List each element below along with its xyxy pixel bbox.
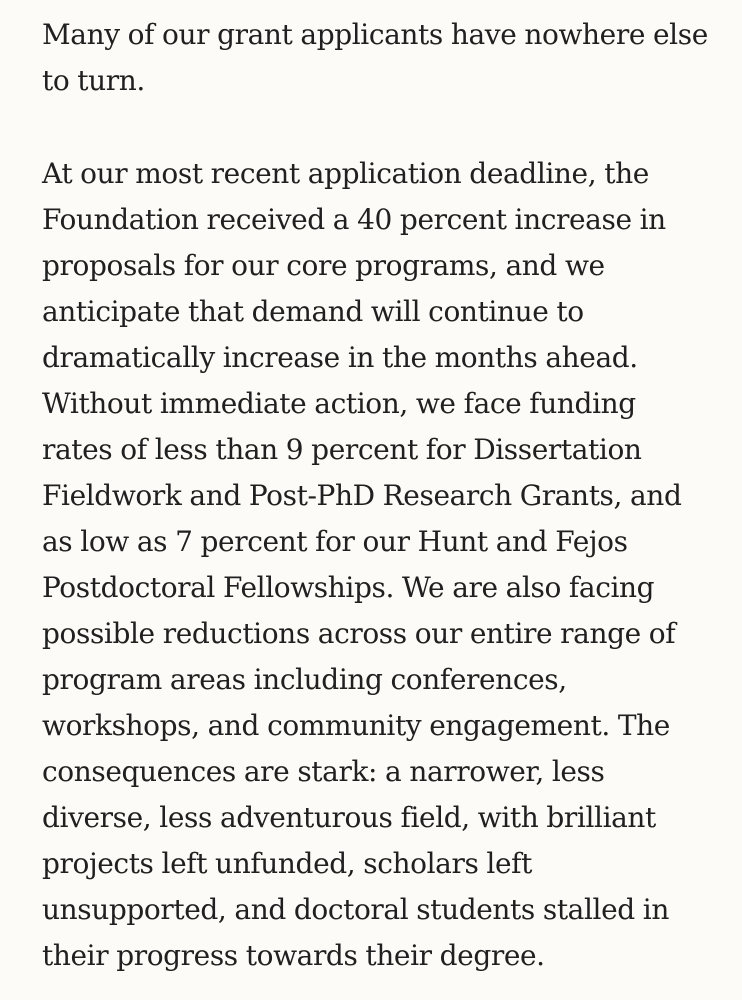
text-line: to turn. xyxy=(42,64,145,97)
text-line: anticipate that demand will continue to xyxy=(42,295,584,328)
text-line: unsupported, and doctoral students stalled in xyxy=(42,893,669,926)
text-line: workshops, and community engagement. The xyxy=(42,709,670,742)
text-line: At our most recent application deadline, the xyxy=(42,157,649,190)
text-line: Postdoctoral Fellowships. We are also facing xyxy=(42,571,655,604)
text-line: diverse, less adventurous field, with brilliant xyxy=(42,801,656,834)
text-line: program areas including conferences, xyxy=(42,663,567,696)
text-line: Foundation received a 40 percent increase in xyxy=(42,203,666,236)
text-line: their progress towards their degree. xyxy=(42,939,545,972)
text-line: Many of our grant applicants have nowhere else xyxy=(42,18,708,51)
text-line: possible reductions across our entire range of xyxy=(42,617,676,650)
text-line: dramatically increase in the months ahead. xyxy=(42,341,638,374)
text-line: Fieldwork and Post-PhD Research Grants, and xyxy=(42,479,682,512)
text-line: consequences are stark: a narrower, less xyxy=(42,755,605,788)
funding-paragraph xyxy=(42,151,702,979)
text-line: Without immediate action, we face funding xyxy=(42,387,636,420)
text-line: rates of less than 9 percent for Dissertation xyxy=(42,433,642,466)
intro-paragraph xyxy=(42,12,708,104)
text-line: proposals for our core programs, and we xyxy=(42,249,605,282)
text-line: as low as 7 percent for our Hunt and Fejos xyxy=(42,525,628,558)
text-line: projects left unfunded, scholars left xyxy=(42,847,532,880)
